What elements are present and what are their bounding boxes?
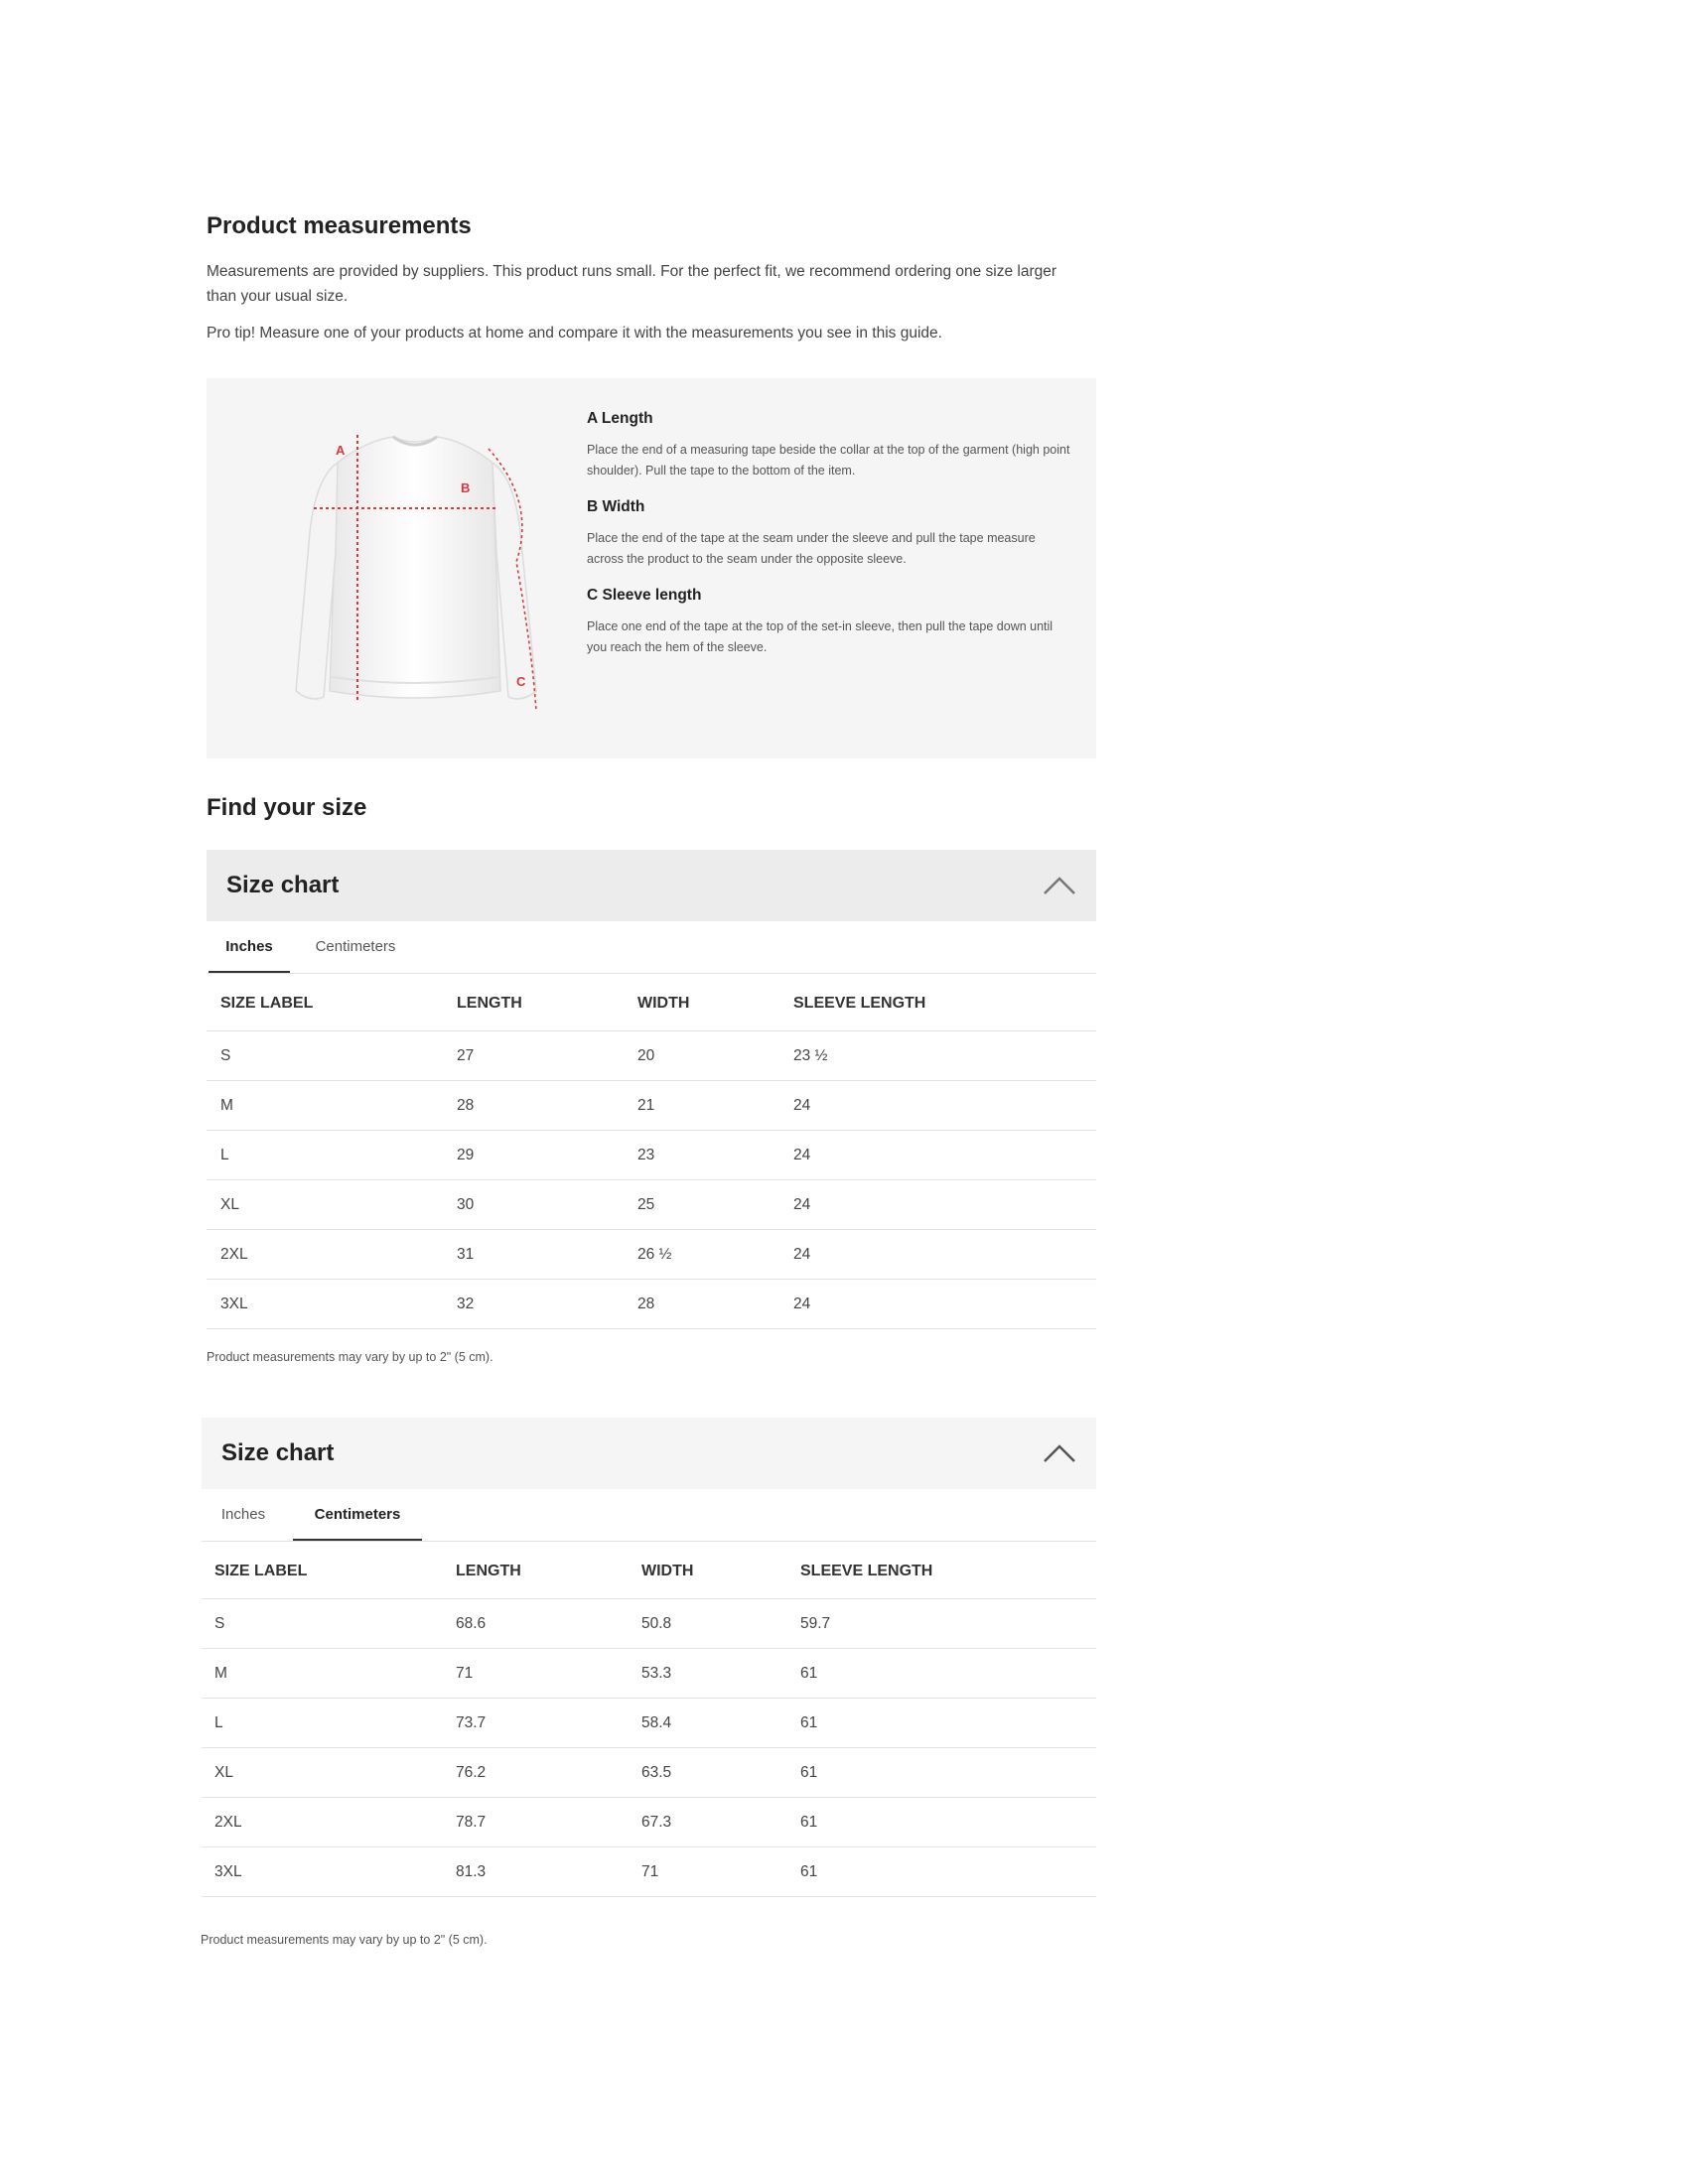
size-cell: 3XL: [220, 1296, 248, 1312]
width-cell: 67.3: [641, 1814, 672, 1831]
table-row: [207, 1230, 1096, 1280]
pro-tip: Pro tip! Measure one of your products at home and compare it with the measurements you see in this guide.: [207, 325, 942, 341]
width-cell: 50.8: [641, 1615, 672, 1632]
sleeve-cell: 59.7: [800, 1615, 831, 1632]
width-cell: 58.4: [641, 1714, 672, 1731]
size-cell: 2XL: [214, 1814, 242, 1831]
sleeve-cell: 61: [800, 1814, 818, 1831]
width-cell: 71: [641, 1863, 659, 1880]
table-row: [207, 1031, 1096, 1081]
measurement-variance-note: Product measurements may vary by up to 2" (5 cm).: [201, 1933, 488, 1947]
length-cell: 81.3: [456, 1863, 487, 1880]
size-cell: XL: [214, 1764, 233, 1781]
tab-centimeters[interactable]: Centimeters: [293, 1489, 422, 1541]
table-row: [202, 1847, 1096, 1897]
length-cell: 27: [457, 1047, 475, 1064]
measurements-intro: Measurements are provided by suppliers. This product runs small. For the perfect fit, we recommend ordering one size larger than your usual size.: [207, 263, 1057, 305]
sleeve-cell: 61: [800, 1714, 818, 1731]
guide-title-width: B Width: [587, 498, 645, 515]
unit-tabs: [202, 1489, 1096, 1542]
measurement-variance-note: Product measurements may vary by up to 2" (5 cm).: [207, 1350, 493, 1364]
width-cell: 53.3: [641, 1665, 672, 1682]
guide-title-length: A Length: [587, 410, 653, 427]
length-cell: 76.2: [456, 1764, 487, 1781]
table-row: [202, 1699, 1096, 1748]
length-cell: 30: [457, 1196, 475, 1213]
length-cell: 29: [457, 1147, 475, 1163]
length-cell: 28: [457, 1097, 475, 1114]
width-cell: 28: [637, 1296, 655, 1312]
sleeve-cell: 61: [800, 1665, 818, 1682]
size-cell: S: [214, 1615, 225, 1632]
marker-a: A: [336, 443, 346, 458]
length-cell: 68.6: [456, 1615, 487, 1632]
tab-inches[interactable]: Inches: [209, 921, 290, 973]
table-row: [202, 1649, 1096, 1699]
product-measurements-title: Product measurements: [207, 212, 472, 239]
header-width: WIDTH: [637, 995, 690, 1012]
table-row: [207, 1180, 1096, 1230]
marker-b: B: [461, 480, 471, 495]
measurement-instructions: [587, 410, 1073, 675]
length-cell: 32: [457, 1296, 475, 1312]
header-length: LENGTH: [457, 995, 522, 1012]
size-chart-header[interactable]: [207, 850, 1096, 921]
tab-inches[interactable]: Inches: [220, 1506, 266, 1523]
chevron-up-icon[interactable]: [1043, 1442, 1076, 1464]
width-cell: 20: [637, 1047, 655, 1064]
header-length: LENGTH: [456, 1563, 521, 1579]
header-sleeve-length: SLEEVE LENGTH: [793, 995, 926, 1012]
sleeve-cell: 24: [793, 1196, 811, 1213]
sleeve-cell: 24: [793, 1147, 811, 1163]
size-cell: M: [220, 1097, 233, 1114]
size-chart-title: Size chart: [221, 1439, 335, 1466]
size-cell: 3XL: [214, 1863, 242, 1880]
table-row: [207, 1280, 1096, 1329]
measurement-guide: [207, 378, 1096, 758]
unit-tabs: [207, 921, 1096, 974]
table-row: [202, 1798, 1096, 1847]
table-header-row: [207, 974, 1096, 1031]
guide-desc-length: Place the end of a measuring tape beside the collar at the top of the garment (high point shoulder). Pull the tape to the bottom of the item.: [587, 443, 1070, 478]
size-cell: L: [214, 1714, 223, 1731]
tab-centimeters[interactable]: Centimeters: [315, 938, 396, 955]
sleeve-cell: 61: [800, 1863, 818, 1880]
size-cell: 2XL: [220, 1246, 248, 1263]
sweatshirt-diagram-icon: [276, 423, 564, 726]
header-sleeve-length: SLEEVE LENGTH: [800, 1563, 933, 1579]
length-cell: 71: [456, 1665, 474, 1682]
width-cell: 23: [637, 1147, 655, 1163]
width-cell: 26 ½: [637, 1246, 672, 1263]
sleeve-cell: 24: [793, 1246, 811, 1263]
guide-title-sleeve: C Sleeve length: [587, 587, 702, 604]
table-row: [207, 1081, 1096, 1131]
find-your-size-title: Find your size: [207, 794, 367, 821]
width-cell: 21: [637, 1097, 655, 1114]
width-cell: 63.5: [641, 1764, 672, 1781]
size-cell: L: [220, 1147, 229, 1163]
marker-c: C: [516, 674, 526, 689]
size-cell: M: [214, 1665, 227, 1682]
size-chart-centimeters: [202, 1418, 1096, 1897]
header-size-label: SIZE LABEL: [214, 1563, 308, 1579]
width-cell: 25: [637, 1196, 655, 1213]
guide-desc-width: Place the end of the tape at the seam under the sleeve and pull the tape measure across the product to the seam under the opposite sleeve.: [587, 531, 1036, 566]
size-chart-title: Size chart: [226, 872, 340, 898]
guide-desc-sleeve: Place one end of the tape at the top of the set-in sleeve, then pull the tape down until you reach the hem of the sleeve.: [587, 619, 1054, 654]
length-cell: 73.7: [456, 1714, 487, 1731]
table-row: [202, 1599, 1096, 1649]
header-width: WIDTH: [641, 1563, 694, 1579]
sleeve-cell: 23 ½: [793, 1047, 828, 1064]
size-cell: XL: [220, 1196, 239, 1213]
size-chart-header[interactable]: [202, 1418, 1096, 1489]
sleeve-cell: 24: [793, 1097, 811, 1114]
sleeve-cell: 61: [800, 1764, 818, 1781]
size-cell: S: [220, 1047, 231, 1064]
length-cell: 31: [457, 1246, 475, 1263]
table-header-row: [202, 1542, 1096, 1599]
header-size-label: SIZE LABEL: [220, 995, 314, 1012]
sleeve-cell: 24: [793, 1296, 811, 1312]
size-chart-inches: [207, 850, 1096, 1329]
chevron-up-icon[interactable]: [1043, 875, 1076, 896]
table-row: [207, 1131, 1096, 1180]
length-cell: 78.7: [456, 1814, 487, 1831]
table-row: [202, 1748, 1096, 1798]
